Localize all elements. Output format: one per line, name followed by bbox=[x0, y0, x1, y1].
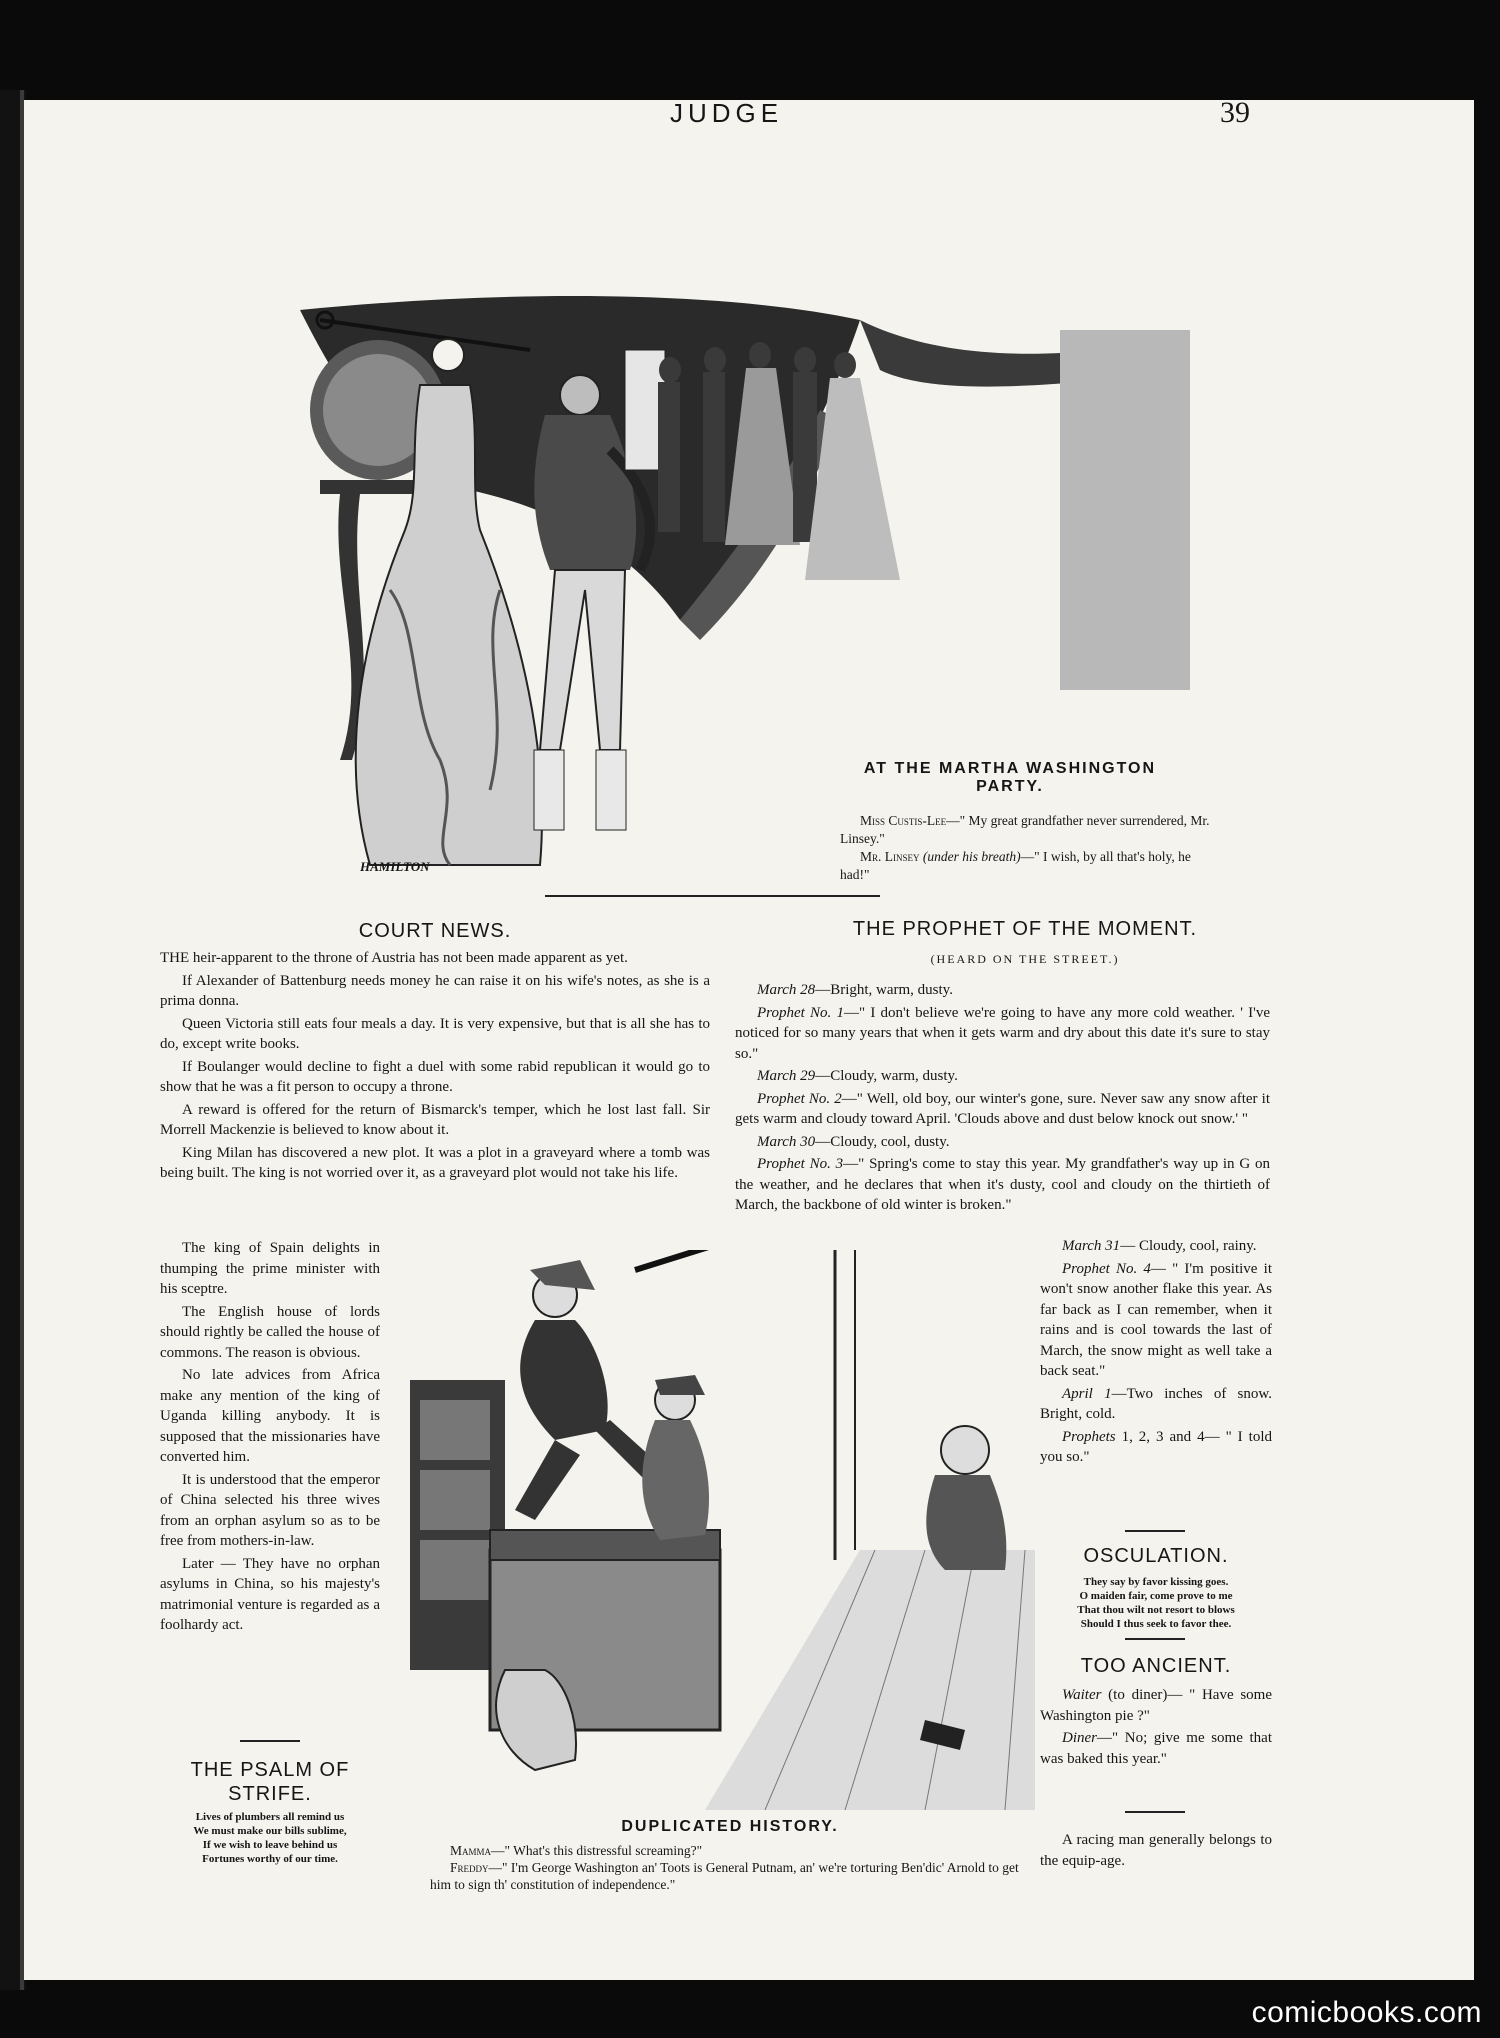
osculation-title: OSCULATION. bbox=[1083, 1545, 1229, 1567]
artist-signature: HAMILTON bbox=[360, 859, 430, 874]
prophet-title: THE PROPHET OF THE MOMENT. bbox=[852, 918, 1198, 940]
prophet-quote: —" Spring's come to stay this year. My grandfather's way up in G on the weather, and he declares that when it's dusty, cool and cloudy on the thirtieth of March, the backbone of old winter is broken." bbox=[735, 1156, 1270, 1213]
top-cartoon-dialogue bbox=[840, 812, 1220, 884]
diner-line: —" No; give me some that was baked this year." bbox=[1040, 1730, 1272, 1767]
dialogue-line-2: —" I wish, by all that's holy, he had!" bbox=[840, 849, 1191, 882]
section-divider bbox=[240, 1740, 300, 1742]
dialogue-line-1: —" My great grandfather never surrendered, Mr. Linsey." bbox=[840, 813, 1210, 846]
verse-line: Should I thus seek to favor thee. bbox=[1080, 1618, 1232, 1630]
psalm-title bbox=[160, 1758, 380, 1806]
waiter-line: (to diner)— " Have some Washington pie ?" bbox=[1040, 1687, 1272, 1724]
court-news-paragraph: If Alexander of Battenburg needs money he can raise it on his wife's notes, as she is a prima donna. bbox=[160, 972, 710, 1009]
date-label: March 29 bbox=[757, 1068, 816, 1084]
prophet-label: Prophet No. 3 bbox=[757, 1156, 844, 1172]
court-news-column-top bbox=[160, 948, 710, 1186]
site-watermark: comicbooks.com bbox=[1251, 1996, 1482, 2029]
speaker-freddy: Freddy bbox=[450, 1860, 489, 1875]
osculation-verse bbox=[1040, 1575, 1272, 1631]
section-divider bbox=[1125, 1811, 1185, 1813]
psalm-title-line-1: THE PSALM OF bbox=[190, 1759, 350, 1781]
too-ancient-text bbox=[1040, 1685, 1272, 1771]
court-news-paragraph: A reward is offered for the return of Bismarck's temper, which he lost last fall. Sir Morrell Mackenzie is believed to know about it. bbox=[160, 1101, 710, 1138]
racing-joke-text: A racing man generally belongs to the equip-age. bbox=[1040, 1832, 1272, 1869]
court-news-paragraph: THE heir-apparent to the throne of Austria has not been made apparent as yet. bbox=[160, 950, 628, 966]
prophet-label: Prophet No. 4 bbox=[1062, 1260, 1151, 1277]
psalm-verse bbox=[160, 1810, 380, 1866]
prophet-label: Prophets bbox=[1062, 1428, 1116, 1445]
top-cartoon-caption-title: AT THE MARTHA WASHINGTON PARTY. bbox=[863, 760, 1157, 795]
too-ancient-title: TOO ANCIENT. bbox=[1080, 1655, 1232, 1677]
verse-line: Lives of plumbers all remind us bbox=[195, 1811, 345, 1823]
date-label: March 28 bbox=[757, 982, 816, 998]
verse-line: They say by favor kissing goes. bbox=[1083, 1576, 1229, 1588]
prophet-quote: 1, 2, 3 and 4— " I told you so." bbox=[1040, 1428, 1272, 1465]
speaker-mamma: Mamma bbox=[450, 1843, 492, 1858]
bottom-cartoon-caption-title: DUPLICATED HISTORY. bbox=[621, 1818, 839, 1835]
court-news-paragraph: The king of Spain delights in thumping the prime minister with his sceptre. bbox=[160, 1240, 380, 1297]
dialogue-line-2: —" I'm George Washington an' Toots is General Putnam, an' we're torturing Ben'dic' Arnold to get him to sign th' constitution of independence." bbox=[430, 1860, 1019, 1892]
prophet-column-top bbox=[735, 980, 1270, 1218]
court-news-paragraph: It is understood that the emperor of China selected his three wives from an orphan asylum so as to be free from mothers-in-law. bbox=[160, 1471, 380, 1549]
court-news-paragraph: If Boulanger would decline to fight a duel with some rabid republican it would go to show that he was a fit person to occupy a throne. bbox=[160, 1058, 710, 1095]
prophet-quote: — " I'm positive it won't snow another flake this year. As far back as I can remember, when it rains and is cool towards the last of March, the snow might as well take a back seat." bbox=[1040, 1260, 1272, 1379]
prophet-label: Prophet No. 1 bbox=[757, 1004, 844, 1021]
page-number: 39 bbox=[1220, 96, 1250, 129]
dialogue-line-1: —" What's this distressful screaming?" bbox=[491, 1843, 703, 1858]
prophet-quote: —" Well, old boy, our winter's gone, sure. Never saw any snow after it gets warm and cloudy toward April. 'Clouds above and dust below knock out snow.' " bbox=[735, 1090, 1270, 1127]
prophet-label: Prophet No. 2 bbox=[757, 1090, 842, 1107]
date-label: March 31 bbox=[1062, 1238, 1121, 1254]
prophet-subtitle: (HEARD ON THE STREET.) bbox=[930, 952, 1120, 966]
speaker-mr-linsey: Mr. Linsey bbox=[860, 849, 920, 864]
speaker-miss-custis-lee: Miss Custis-Lee bbox=[860, 813, 947, 828]
racing-joke bbox=[1040, 1830, 1272, 1873]
prophet-quote: —" I don't believe we're going to have any more cold weather. ' I've noticed for so many years that when it gets warm and dry about this date it's sure to stay so." bbox=[735, 1004, 1270, 1062]
court-news-title: COURT NEWS. bbox=[358, 920, 512, 942]
verse-line: That thou wilt not resort to blows bbox=[1077, 1604, 1235, 1616]
duplicated-history-illustration bbox=[405, 1250, 1035, 1810]
prophet-column-narrow bbox=[1040, 1236, 1272, 1470]
masthead-title: JUDGE bbox=[670, 98, 784, 128]
weather-report: —Two inches of snow. Bright, cold. bbox=[1040, 1385, 1272, 1422]
court-news-paragraph: King Milan has discovered a new plot. It was a plot in a graveyard where a tomb was being built. The king is not worried over it, as a graveyard plot would not take his life. bbox=[160, 1144, 710, 1181]
verse-line: Fortunes worthy of our time. bbox=[202, 1853, 338, 1865]
weather-report: —Cloudy, warm, dusty. bbox=[815, 1068, 958, 1084]
date-label: March 30 bbox=[757, 1133, 816, 1150]
section-divider bbox=[1125, 1530, 1185, 1532]
bottom-cartoon-dialogue bbox=[430, 1842, 1030, 1893]
court-news-paragraph: No late advices from Africa make any mention of the king of Uganda killing anybody. It is supposed that the missionaries have converted him. bbox=[160, 1367, 380, 1465]
section-divider bbox=[545, 895, 880, 897]
court-news-paragraph: The English house of lords should rightly be called the house of commons. The reason is obvious. bbox=[160, 1303, 380, 1361]
verse-line: We must make our bills sublime, bbox=[193, 1825, 347, 1837]
psalm-title-line-2: STRIFE. bbox=[228, 1783, 312, 1805]
court-news-paragraph: Queen Victoria still eats four meals a day. It is very expensive, but that is all she has to do, except write books. bbox=[160, 1015, 710, 1052]
stage-direction: (under his breath) bbox=[922, 849, 1021, 864]
verse-line: If we wish to leave behind us bbox=[202, 1839, 338, 1851]
section-divider bbox=[1125, 1638, 1185, 1640]
court-news-column-narrow bbox=[160, 1238, 380, 1638]
date-label: April 1 bbox=[1062, 1385, 1112, 1402]
speaker-diner: Diner bbox=[1062, 1730, 1097, 1746]
weather-report: —Bright, warm, dusty. bbox=[815, 982, 953, 998]
court-news-paragraph: Later — They have no orphan asylums in China, so his majesty's matrimonial venture is regarded as a foolhardy act. bbox=[160, 1555, 380, 1633]
weather-report: —Cloudy, cool, dusty. bbox=[815, 1133, 950, 1150]
speaker-waiter: Waiter bbox=[1062, 1687, 1102, 1703]
verse-line: O maiden fair, come prove to me bbox=[1079, 1590, 1233, 1602]
weather-report: — Cloudy, cool, rainy. bbox=[1120, 1238, 1257, 1254]
